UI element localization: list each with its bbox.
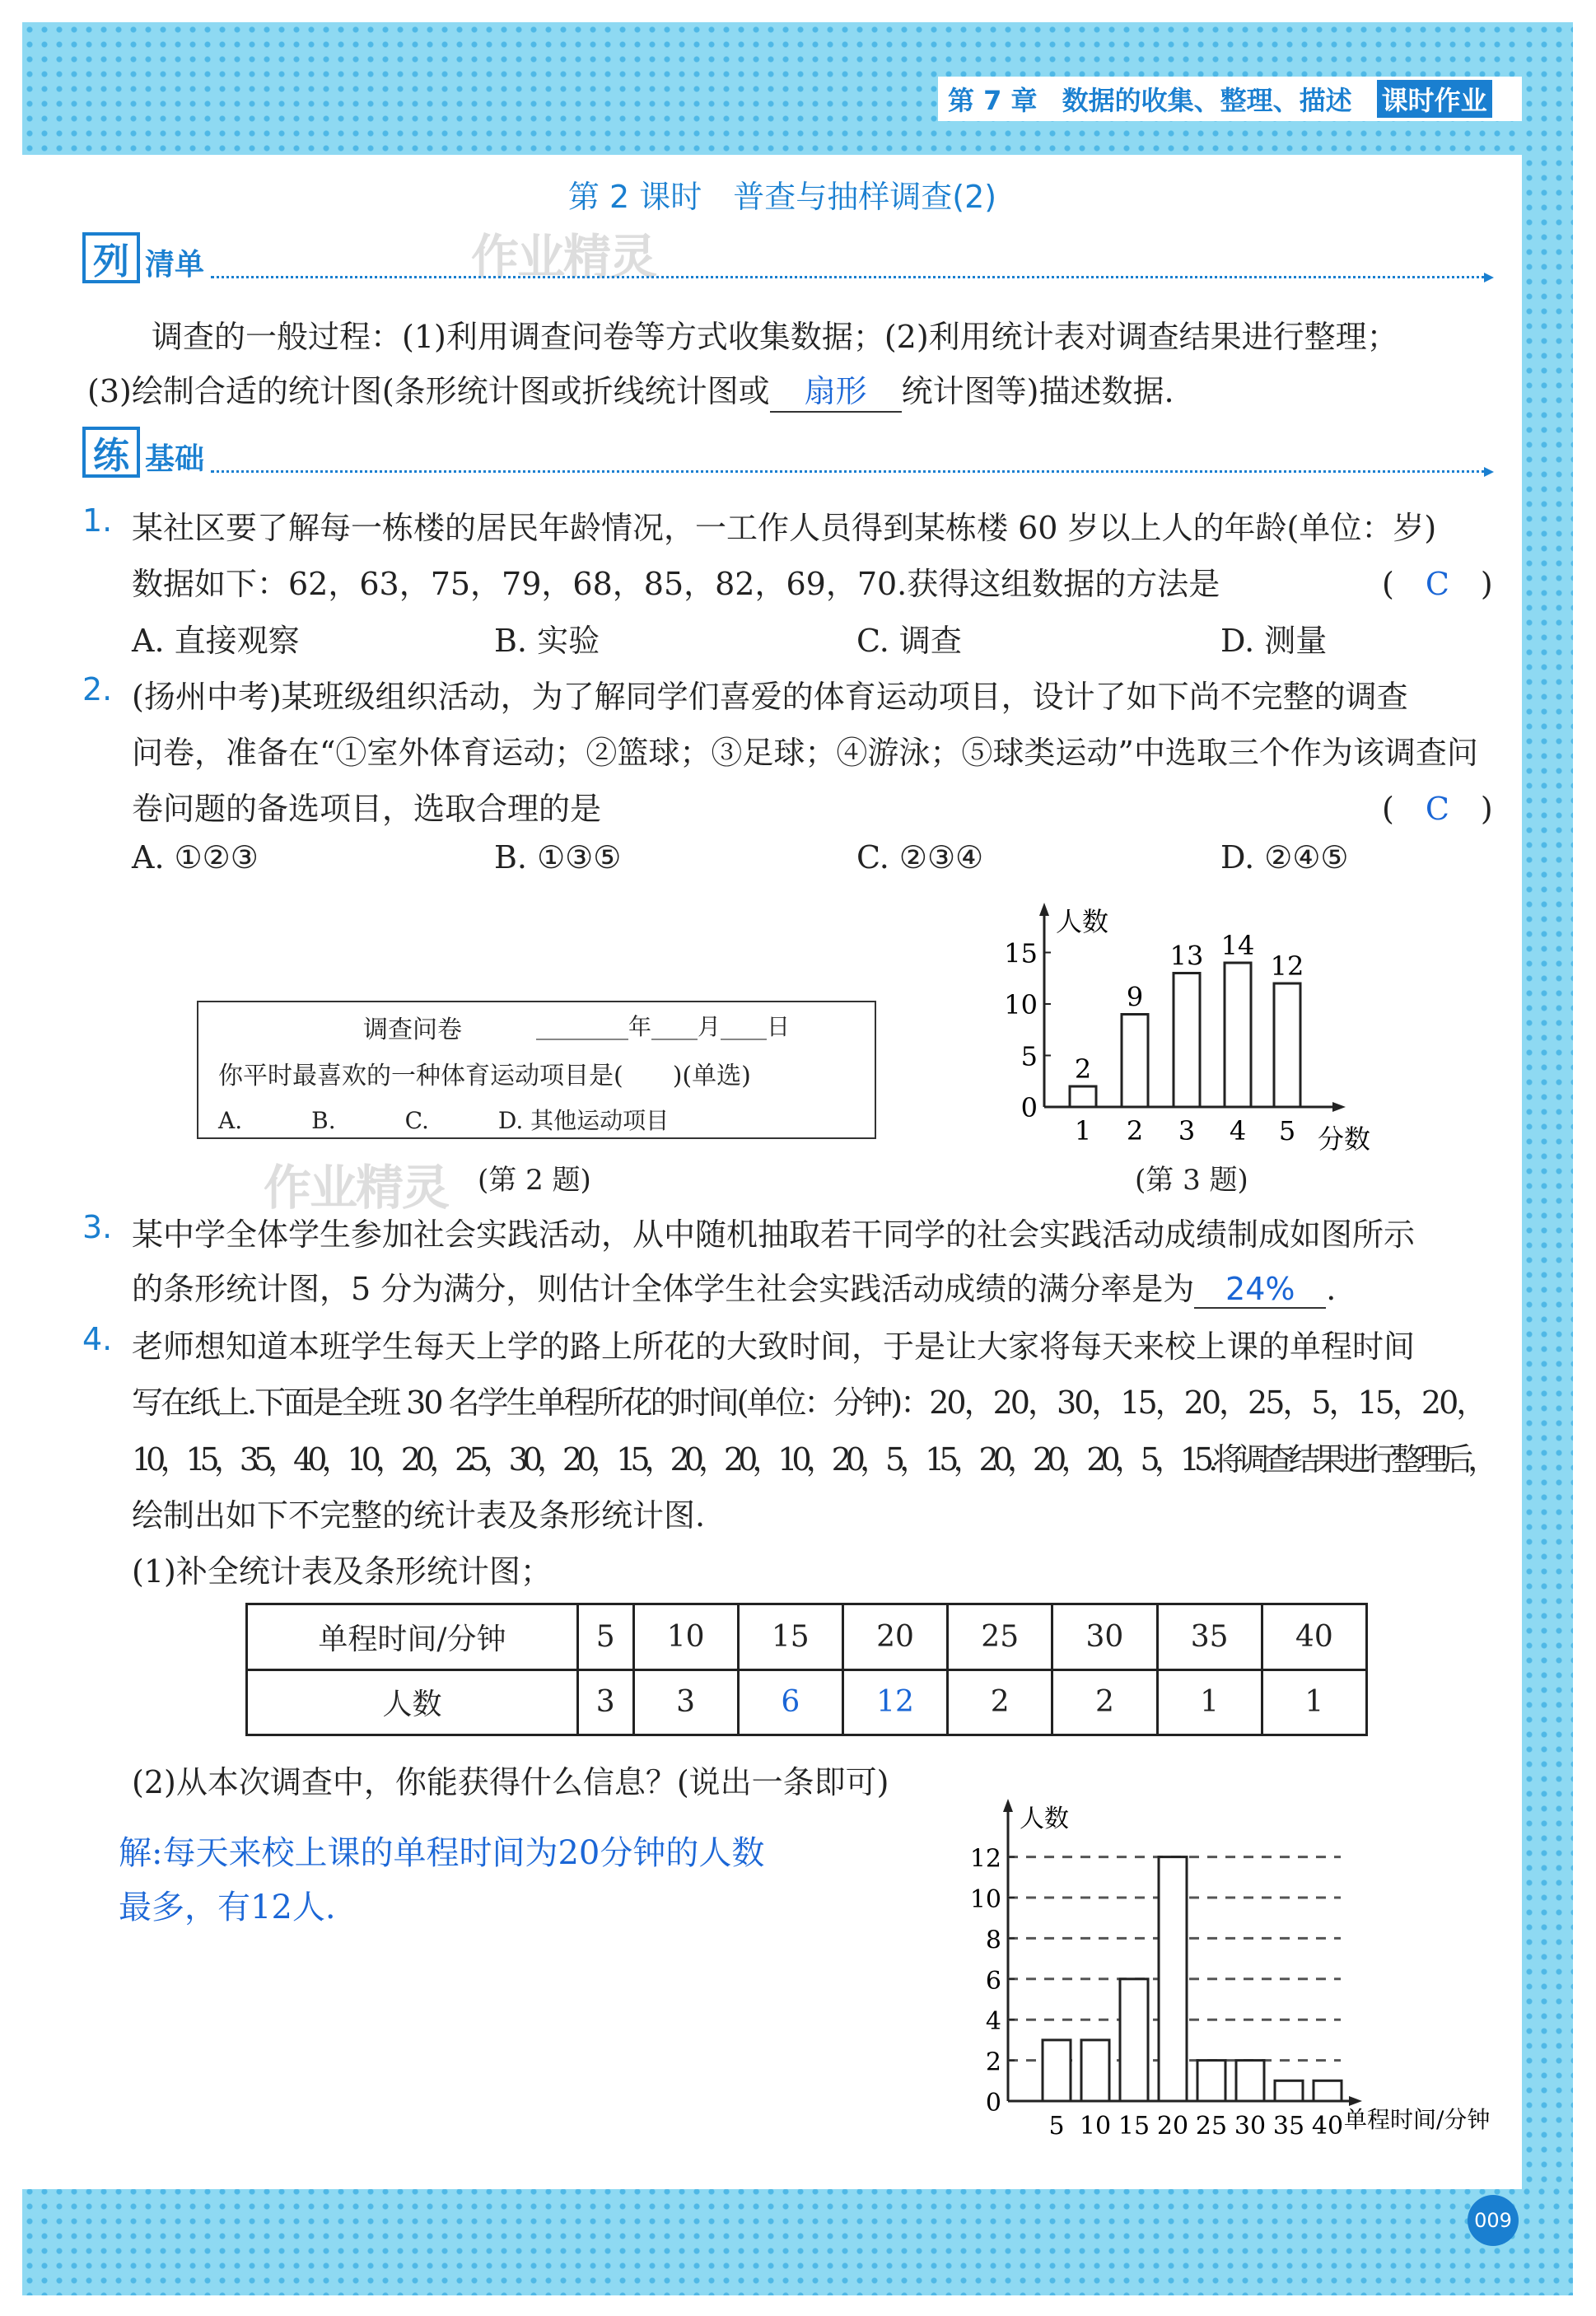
x-axis-label: 单程时间/分钟 — [1344, 2106, 1491, 2133]
y-tick-label: 8 — [985, 1926, 1001, 1955]
option-d: D. 测量 — [1220, 623, 1328, 659]
blank-answer: 扇形 — [770, 366, 902, 413]
question-text: 卷问题的备选项目，选取合理的是 — [132, 791, 602, 827]
answer-bracket: ( C ) — [1382, 791, 1493, 827]
list-badge: 列 — [82, 232, 140, 283]
chapter-number: 第 7 章 — [948, 85, 1038, 116]
x-axis-label: 分数 — [1318, 1123, 1371, 1155]
table-header: 单程时间/分钟 — [247, 1604, 578, 1670]
choice-answer: C — [1425, 791, 1449, 827]
table-cell: 5 — [578, 1604, 634, 1670]
question-text: 某中学全体学生参加社会实践活动，从中随机抽取若干同学的社会实践活动成绩制成如图所示 — [132, 1216, 1416, 1253]
list-label: 清单 — [145, 247, 205, 282]
question-text: . — [1326, 1271, 1337, 1307]
y-tick-label: 4 — [985, 2007, 1001, 2037]
table-cell: 40 — [1262, 1604, 1366, 1670]
y-axis-arrow — [1039, 903, 1049, 916]
summary-text: 统计图等)描述数据. — [901, 373, 1174, 409]
question-number: 1. — [82, 502, 113, 539]
y-tick-label: 10 — [1004, 989, 1038, 1020]
answer-bracket: ( C ) — [1382, 566, 1493, 602]
question-text: 10，15，35，40，10，20，25，30，20，15，20，20，10，20，5，15，20，20，20，5，15.将调查结果进行整理后， — [132, 1441, 1494, 1478]
data-label: 9 — [1126, 981, 1144, 1013]
x-tick-label: 40 — [1311, 2112, 1344, 2141]
written-answer: 最多，有12人. — [119, 1889, 336, 1926]
option-a: A. 直接观察 — [132, 623, 300, 659]
bar — [1236, 2061, 1264, 2101]
table-cell: 3 — [578, 1669, 634, 1735]
table-cell-answer: 6 — [738, 1669, 842, 1735]
table-cell: 25 — [948, 1604, 1052, 1670]
x-tick-label: 10 — [1079, 2112, 1112, 2141]
option-d: D. ②④⑤ — [1220, 839, 1349, 876]
y-tick-label: 2 — [985, 2048, 1001, 2077]
table-cell: 20 — [842, 1604, 947, 1670]
x-axis-arrow — [1349, 2096, 1362, 2106]
y-axis-label: 人数 — [1056, 906, 1109, 937]
bar — [1159, 1857, 1187, 2101]
bar — [1275, 2080, 1303, 2101]
part-2: (2)从本次调查中，你能获得什么信息？(说出一条即可) — [132, 1764, 889, 1800]
bar — [1225, 963, 1251, 1107]
bar — [1274, 983, 1300, 1107]
x-tick-label: 30 — [1234, 2112, 1267, 2141]
questionnaire-date: ________年____月____日 — [536, 1013, 791, 1040]
question-text: 数据如下：62，63，75，79，68，85，82，69，70.获得这组数据的方法是 — [132, 566, 1220, 602]
choice-answer: C — [1425, 566, 1449, 602]
watermark: 作业精灵 — [471, 229, 656, 285]
table-cell: 10 — [633, 1604, 738, 1670]
table-cell: 35 — [1157, 1604, 1262, 1670]
bar — [1197, 2061, 1225, 2101]
question-text: 某社区要了解每一栋楼的居民年龄情况，一工作人员得到某栋楼 60 岁以上人的年龄(单位：岁) — [132, 510, 1437, 546]
y-axis-arrow — [1003, 1799, 1013, 1812]
option-a: A. ①②③ — [132, 839, 259, 876]
x-tick-label: 35 — [1272, 2112, 1305, 2141]
question-number: 3. — [82, 1209, 113, 1245]
table-header: 人数 — [247, 1669, 578, 1735]
y-tick-label: 0 — [1020, 1092, 1038, 1123]
questionnaire-title: 调查问卷 — [363, 1016, 462, 1044]
bar — [1314, 2080, 1342, 2101]
x-tick-label: 5 — [1048, 2112, 1065, 2141]
option-c: C. 调查 — [856, 623, 962, 659]
x-tick-label: 25 — [1195, 2112, 1228, 2141]
summary-text: (3)绘制合适的统计图(条形统计图或折线统计图或 — [87, 373, 770, 409]
bar — [1120, 1979, 1148, 2101]
written-answer: 解:每天来校上课的单程时间为20分钟的人数 — [119, 1834, 765, 1872]
y-tick-label: 0 — [985, 2089, 1001, 2118]
bar — [1174, 974, 1200, 1108]
y-tick-label: 10 — [969, 1885, 1001, 1914]
table-cell: 2 — [948, 1669, 1052, 1735]
question-number: 4. — [82, 1321, 113, 1357]
x-tick-label: 3 — [1178, 1115, 1196, 1146]
bar — [1122, 1015, 1148, 1108]
questionnaire-question: 你平时最喜欢的一种体育运动项目是( )(单选) — [218, 1062, 751, 1090]
x-tick-label: 20 — [1156, 2112, 1189, 2141]
page-number: 009 — [1468, 2195, 1519, 2246]
question-text: (扬州中考)某班级组织活动，为了解同学们喜爱的体育运动项目，设计了如下尚不完整的调查 — [132, 679, 1408, 715]
table-cell: 15 — [738, 1604, 842, 1670]
option-b: B. 实验 — [494, 623, 600, 659]
data-label: 14 — [1220, 930, 1255, 961]
summary-line-1: 调查的一般过程：(1)利用调查问卷等方式收集数据；(2)利用统计表对调查结果进行整理； — [152, 319, 1398, 355]
table-cell: 2 — [1052, 1669, 1157, 1735]
x-axis-arrow — [1332, 1102, 1346, 1112]
figure-caption: (第 3 题) — [1135, 1164, 1248, 1197]
figure-caption: (第 2 题) — [478, 1164, 591, 1197]
option-b: B. ①③⑤ — [494, 839, 622, 876]
y-tick-label: 15 — [1004, 937, 1038, 969]
table-cell: 3 — [633, 1669, 738, 1735]
brand-logo: 课时作业 — [1377, 80, 1492, 118]
x-tick-label: 2 — [1126, 1115, 1144, 1146]
question-text: 写在纸上.下面是全班 30 名学生单程所花的时间(单位：分钟)：20，20，30，15，20，25，5，15，20， — [132, 1384, 1486, 1421]
data-label: 2 — [1074, 1053, 1092, 1085]
data-label: 12 — [1270, 950, 1304, 982]
questionnaire-options: A. B. C. D. 其他运动项目 — [218, 1107, 670, 1134]
question-text: 老师想知道本班学生每天上学的路上所花的大致时间，于是让大家将每天来校上课的单程时间 — [132, 1328, 1416, 1365]
question-number: 2. — [82, 671, 113, 707]
option-c: C. ②③④ — [856, 839, 984, 876]
y-tick-label: 6 — [985, 1966, 1001, 1996]
blank-answer: 24% — [1194, 1271, 1326, 1309]
bar — [1043, 2040, 1071, 2101]
y-tick-label: 5 — [1020, 1040, 1038, 1072]
watermark: 作业精灵 — [264, 1160, 449, 1216]
table-cell: 1 — [1262, 1669, 1366, 1735]
question-text: 的条形统计图，5 分为满分，则估计全体学生社会实践活动成绩的满分率是为 — [132, 1271, 1195, 1307]
y-tick-label: 12 — [969, 1844, 1001, 1874]
question-text: 问卷，准备在“①室外体育运动；②篮球；③足球；④游泳；⑤球类运动”中选取三个作为该调查问 — [132, 735, 1478, 771]
x-tick-label: 4 — [1229, 1115, 1247, 1146]
bar — [1081, 2040, 1109, 2101]
table-cell-answer: 12 — [842, 1669, 947, 1735]
data-label: 13 — [1169, 940, 1204, 972]
page-title: 第 2 课时 普查与抽样调查(2) — [567, 179, 997, 215]
table-cell: 30 — [1052, 1604, 1157, 1670]
chapter-title: 数据的收集、整理、描述 — [1062, 85, 1352, 116]
question-text: 绘制出如下不完整的统计表及条形统计图. — [132, 1497, 706, 1534]
practice-label: 基础 — [145, 441, 205, 476]
y-axis-label: 人数 — [1020, 1805, 1069, 1833]
bar — [1070, 1086, 1096, 1107]
x-tick-label: 15 — [1118, 2112, 1150, 2141]
x-tick-label: 5 — [1278, 1115, 1296, 1146]
table-cell: 1 — [1157, 1669, 1262, 1735]
practice-badge: 练 — [82, 427, 140, 478]
part-1: (1)补全统计表及条形统计图； — [132, 1553, 552, 1590]
x-tick-label: 1 — [1074, 1115, 1092, 1146]
